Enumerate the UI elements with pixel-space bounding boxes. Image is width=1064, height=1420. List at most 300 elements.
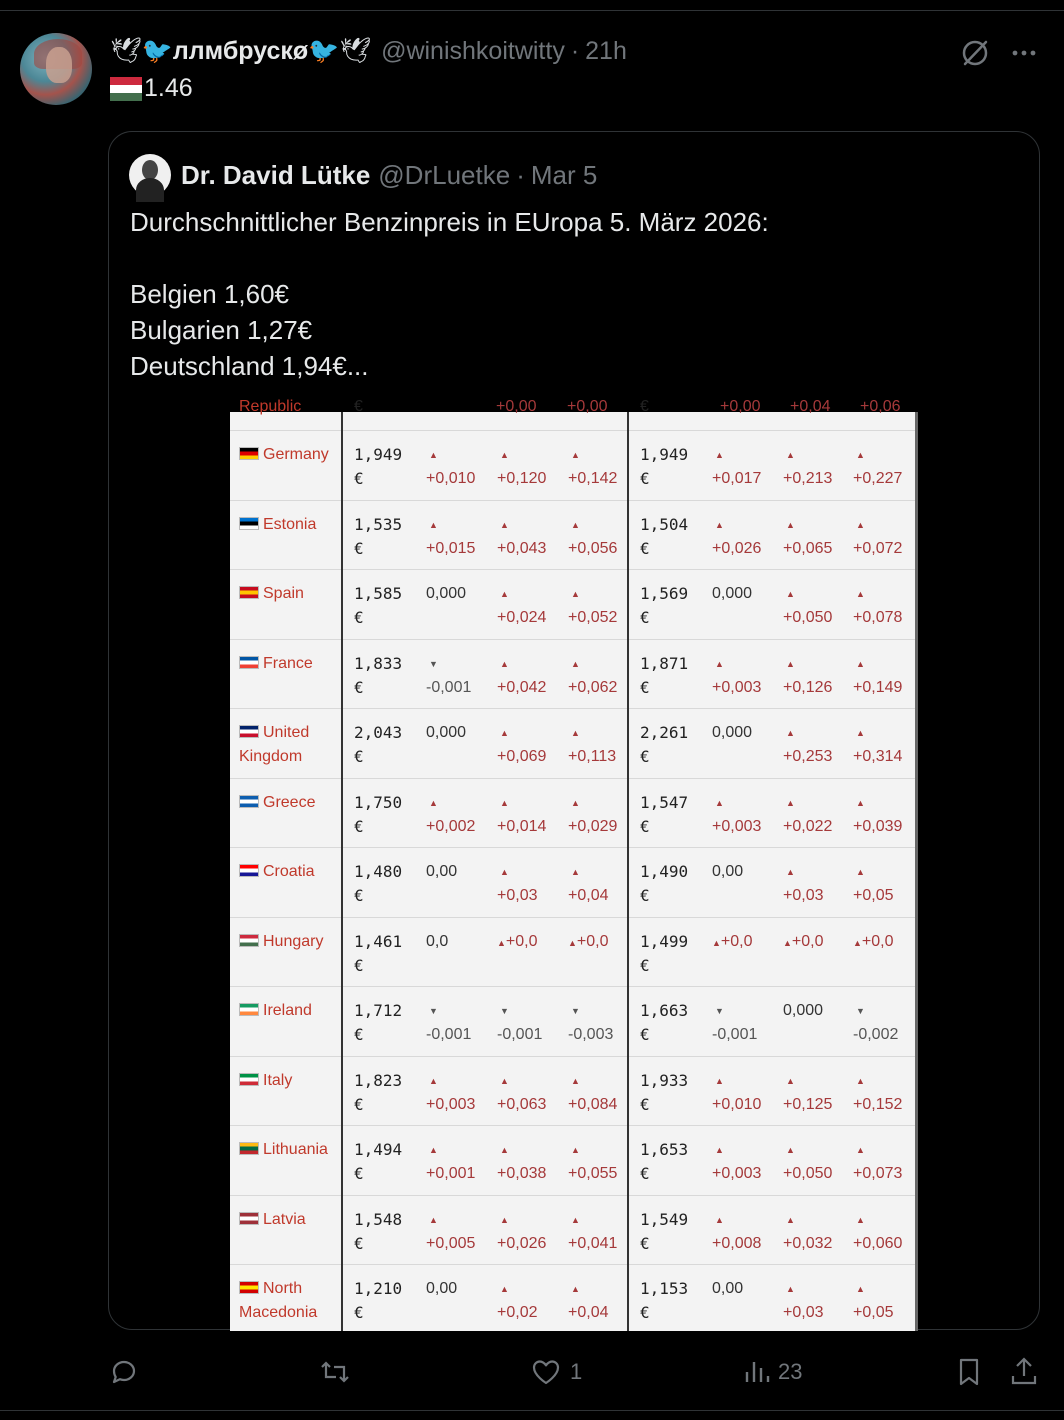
price-number: 1,653: [640, 1140, 689, 1159]
share-icon: [1008, 1356, 1040, 1388]
change-cell: [712, 1138, 784, 1186]
change-value: -0,001: [497, 1026, 543, 1043]
change-cell: [712, 721, 784, 745]
price-currency: €: [354, 747, 364, 766]
price-value: [354, 1138, 402, 1186]
change-value: +0,04: [568, 887, 609, 904]
change-value: +0,0: [576, 932, 609, 950]
change-cell: [497, 999, 569, 1047]
tweet-actions: [0, 1350, 1064, 1394]
country-name: [239, 443, 339, 467]
change-cell: [497, 721, 569, 769]
quoted-text-line: Belgien 1,60€: [130, 279, 290, 309]
price-number: 1,494: [354, 1140, 403, 1159]
change-cell: [497, 443, 569, 491]
price-number: 1,712: [354, 1001, 403, 1020]
change-cell: [568, 999, 640, 1047]
up-arrow-icon: ▲: [571, 450, 580, 460]
change-value: +0,060: [853, 1234, 903, 1252]
change-cell: [712, 1069, 784, 1117]
change-cell: [426, 1208, 498, 1256]
up-arrow-icon: ▲: [500, 797, 509, 808]
up-arrow-icon: ▲: [500, 867, 509, 877]
country-flag-icon: [239, 725, 259, 738]
up-arrow-icon: ▲: [856, 867, 865, 877]
heart-icon: [530, 1356, 562, 1388]
table-row: [230, 500, 918, 569]
views-button[interactable]: [742, 1350, 802, 1394]
table-row: [230, 639, 918, 708]
change-value: +0,002: [426, 817, 476, 835]
change-value: +0,05: [853, 887, 894, 904]
change-value: +0,02: [497, 1304, 538, 1321]
price-number: 1,548: [354, 1209, 403, 1229]
country-flag-icon: [239, 1212, 259, 1225]
country-label: Latvia: [263, 1210, 306, 1228]
price-value: [640, 1138, 688, 1186]
country-name: [239, 930, 339, 954]
change-cell: [426, 1277, 498, 1301]
change-value: +0,113: [568, 748, 617, 765]
up-arrow-icon: ▲: [500, 1284, 509, 1294]
price-value: [354, 999, 402, 1047]
price-number: 1,549: [640, 1209, 689, 1229]
display-name[interactable]: ллмбрускø: [172, 36, 309, 65]
dove-icon: 🕊: [339, 36, 372, 65]
change-value: +0,126: [783, 678, 833, 696]
country-name: [239, 791, 339, 815]
change-value: +0,314: [853, 748, 903, 765]
change-value: +0,142: [568, 470, 618, 487]
table-row: [230, 1056, 918, 1125]
up-arrow-icon: ▲: [856, 1145, 865, 1155]
quoted-text-line: Bulgarien 1,27€: [130, 315, 313, 345]
price-value: [640, 582, 688, 630]
change-cell: [426, 860, 498, 884]
price-currency: €: [354, 816, 364, 836]
change-cell: [712, 513, 784, 561]
change-value: +0,003: [712, 678, 762, 696]
more-options-icon[interactable]: [1008, 36, 1042, 70]
change-value: +0,253: [783, 748, 833, 765]
partial-cell: €: [640, 398, 649, 415]
country-name: [239, 999, 339, 1023]
price-number: 1,547: [640, 792, 689, 812]
country-flag-icon: [239, 586, 259, 599]
price-number: 1,823: [354, 1070, 403, 1090]
analytics-icon: [742, 1356, 772, 1388]
up-arrow-icon: ▲: [500, 1145, 509, 1155]
up-arrow-icon: ▲: [856, 1214, 865, 1225]
change-value: +0,152: [853, 1095, 903, 1113]
up-arrow-icon: ▲: [500, 519, 509, 530]
price-currency: €: [354, 1303, 364, 1322]
change-value: 0,000: [712, 724, 753, 741]
change-cell: [568, 860, 640, 908]
change-value: +0,029: [568, 817, 618, 835]
like-button[interactable]: [530, 1350, 582, 1394]
change-value: +0,024: [497, 609, 547, 626]
up-arrow-icon: ▲: [715, 519, 724, 530]
change-value: +0,04: [568, 1304, 609, 1321]
price-currency: €: [640, 1303, 650, 1322]
up-arrow-icon: ▲: [571, 797, 580, 808]
up-arrow-icon: ▲: [500, 589, 509, 599]
change-cell: [568, 721, 640, 769]
up-arrow-icon: ▲: [786, 589, 795, 599]
quoted-handle[interactable]: @DrLuetke: [378, 159, 511, 190]
dove-icon: 🕊: [110, 36, 142, 65]
bookmark-button[interactable]: [954, 1350, 984, 1394]
change-value: -0,002: [853, 1026, 899, 1043]
price-number: 1,480: [354, 862, 403, 881]
price-value: [354, 791, 402, 839]
price-number: 1,833: [354, 653, 403, 673]
reply-button[interactable]: [108, 1350, 140, 1394]
country-label: Italy: [263, 1071, 293, 1089]
country-flag-icon: [239, 517, 259, 530]
avatar-face: [46, 47, 72, 83]
change-value: +0,055: [568, 1165, 618, 1182]
table-row: [230, 569, 918, 638]
price-value: [354, 1277, 402, 1325]
up-arrow-icon: ▲: [786, 519, 795, 530]
change-value: +0,008: [712, 1234, 762, 1252]
post-text: [110, 74, 193, 103]
table-row: [230, 708, 918, 777]
price-currency: €: [354, 469, 364, 488]
quoted-text-gap: [130, 240, 769, 276]
change-cell: [783, 1138, 855, 1186]
country-name: [239, 1277, 339, 1325]
change-value: +0,063: [497, 1095, 547, 1113]
table-divider: [341, 412, 343, 1331]
country-label: Ireland: [263, 1002, 312, 1019]
price-number: 1,210: [354, 1279, 403, 1298]
change-cell: [783, 999, 855, 1023]
price-value: [640, 860, 688, 908]
up-arrow-icon: ▲: [571, 1075, 580, 1086]
change-value: 0,00: [712, 863, 744, 880]
country-label: Croatia: [263, 863, 315, 880]
price-number: 1,750: [354, 792, 403, 812]
table-row: [230, 847, 918, 916]
repost-button[interactable]: [318, 1350, 352, 1394]
country-label: Estonia: [263, 515, 317, 533]
change-value: +0,043: [497, 539, 547, 557]
up-arrow-icon: ▲: [786, 728, 795, 738]
change-cell: [568, 513, 640, 561]
price-currency: €: [640, 538, 650, 558]
country-flag-icon: [239, 864, 259, 877]
price-number: 1,535: [354, 514, 403, 534]
up-arrow-icon: ▲: [856, 589, 865, 599]
price-currency: €: [354, 1025, 364, 1044]
up-arrow-icon: ▲: [429, 797, 438, 808]
price-number: 1,490: [640, 862, 689, 881]
top-divider: [0, 10, 1064, 11]
price-value: [640, 1208, 688, 1256]
change-cell: [497, 1069, 569, 1117]
up-arrow-icon: ▲: [568, 937, 577, 948]
price-value: [354, 443, 402, 491]
change-value: +0,022: [783, 817, 833, 835]
up-arrow-icon: ▲: [856, 658, 865, 669]
change-cell: [426, 582, 498, 606]
partial-country: Republic: [239, 398, 302, 415]
up-arrow-icon: ▲: [853, 937, 862, 948]
price-number: 1,153: [640, 1279, 689, 1298]
quoted-text: [130, 204, 769, 384]
change-value: -0,001: [426, 678, 472, 696]
change-value: +0,056: [568, 539, 618, 557]
up-arrow-icon: ▲: [429, 1214, 438, 1225]
repost-icon: [318, 1356, 352, 1388]
like-count: 1: [570, 1359, 583, 1384]
change-value: +0,03: [497, 887, 538, 904]
change-value: +0,032: [783, 1234, 833, 1252]
down-arrow-icon: ▼: [715, 1006, 724, 1016]
country-name: [239, 513, 339, 537]
price-number: 1,949: [640, 445, 689, 464]
change-cell: [426, 999, 498, 1047]
table-row: [230, 778, 918, 847]
change-cell: [712, 443, 784, 491]
bookmark-icon: [954, 1356, 984, 1388]
price-value: [354, 582, 402, 630]
change-value: +0,039: [853, 817, 903, 835]
up-arrow-icon: ▲: [429, 1075, 438, 1086]
change-cell: [426, 652, 498, 700]
up-arrow-icon: ▲: [571, 589, 580, 599]
change-value: 0,000: [426, 724, 467, 741]
price-value: [354, 1208, 402, 1256]
quoted-text-line: Deutschland 1,94€...: [130, 351, 369, 381]
up-arrow-icon: ▲: [497, 937, 506, 948]
price-currency: €: [640, 1164, 650, 1183]
quoted-avatar[interactable]: [129, 154, 171, 196]
partial-cell: €: [354, 398, 363, 415]
avatar[interactable]: [20, 33, 92, 105]
change-value: +0,003: [426, 1095, 476, 1113]
down-arrow-icon: ▼: [429, 658, 438, 669]
price-number: 1,663: [640, 1001, 689, 1020]
grok-icon[interactable]: [958, 36, 992, 70]
price-currency: €: [354, 608, 364, 627]
user-handle[interactable]: @winishkoitwitty: [381, 36, 565, 65]
price-value: [640, 443, 688, 491]
change-cell: [568, 652, 640, 700]
change-value: +0,042: [497, 678, 547, 696]
up-arrow-icon: ▲: [571, 1214, 580, 1225]
change-value: -0,001: [712, 1026, 758, 1043]
change-cell: [783, 1208, 855, 1256]
change-value: +0,052: [568, 609, 618, 626]
table-divider: [915, 412, 918, 1331]
price-value: [640, 1069, 688, 1117]
price-currency: €: [354, 1164, 364, 1183]
change-value: +0,003: [712, 817, 762, 835]
change-value: +0,038: [497, 1165, 547, 1182]
country-name: [239, 582, 339, 606]
country-flag-icon: [239, 934, 259, 947]
change-value: +0,084: [568, 1095, 618, 1113]
price-value: [354, 930, 402, 978]
up-arrow-icon: ▲: [786, 658, 795, 669]
change-cell: [712, 652, 784, 700]
fuel-price-table-image[interactable]: [230, 398, 918, 1331]
price-value: [640, 652, 688, 700]
price-currency: €: [354, 886, 364, 905]
table-divider: [627, 412, 629, 1331]
price-number: 1,949: [354, 445, 403, 464]
up-arrow-icon: ▲: [571, 728, 580, 738]
change-cell: [568, 1138, 640, 1186]
quoted-tweet[interactable]: [108, 131, 1040, 1330]
change-value: +0,003: [712, 1165, 762, 1182]
price-currency: €: [640, 955, 650, 975]
table-row: [230, 1264, 918, 1333]
change-value: +0,010: [426, 470, 476, 487]
change-cell: [568, 1277, 640, 1325]
change-cell: [712, 860, 784, 884]
hungary-flag-icon: [110, 77, 142, 101]
country-name: [239, 1208, 339, 1232]
change-value: +0,125: [783, 1095, 833, 1113]
change-value: +0,069: [497, 748, 547, 765]
change-value: +0,050: [783, 1165, 833, 1182]
partial-cell: +0,00: [496, 398, 537, 415]
price-number: 1,569: [640, 584, 689, 603]
change-value: 0,00: [712, 1280, 744, 1297]
table-partial-row: [230, 398, 918, 430]
up-arrow-icon: ▲: [786, 450, 795, 460]
price-currency: €: [640, 816, 650, 836]
change-cell: [568, 443, 640, 491]
change-value: +0,0: [861, 932, 894, 950]
down-arrow-icon: ▼: [571, 1006, 580, 1016]
change-value: +0,072: [853, 539, 903, 557]
country-name: [239, 1138, 339, 1162]
price-value: [640, 999, 688, 1047]
price-currency: €: [640, 677, 650, 697]
price-currency: €: [354, 538, 364, 558]
change-cell: [426, 721, 498, 745]
price-value: [640, 513, 688, 561]
change-cell: [497, 1277, 569, 1325]
partial-cell: +0,06: [860, 398, 901, 415]
change-cell: [712, 999, 784, 1047]
quoted-time[interactable]: Mar 5: [530, 159, 598, 190]
country-flag-icon: [239, 1003, 259, 1016]
price-number: 1,871: [640, 653, 689, 673]
change-cell: [497, 930, 569, 955]
price-value: [640, 721, 688, 769]
change-cell: [497, 1208, 569, 1256]
price-value: [640, 1277, 688, 1325]
price-value: [354, 513, 402, 561]
change-cell: [568, 1208, 640, 1256]
change-value: 0,000: [783, 1002, 824, 1019]
up-arrow-icon: ▲: [500, 728, 509, 738]
up-arrow-icon: ▲: [715, 797, 724, 808]
table-row: [230, 986, 918, 1055]
up-arrow-icon: ▲: [786, 1284, 795, 1294]
change-cell: [568, 1069, 640, 1117]
change-cell: [426, 1138, 498, 1186]
change-value: +0,014: [497, 817, 547, 835]
view-count: 23: [778, 1359, 803, 1384]
change-cell: [568, 791, 640, 839]
country-label: Hungary: [263, 932, 324, 950]
share-button[interactable]: [1008, 1350, 1040, 1394]
down-arrow-icon: ▼: [856, 1006, 865, 1016]
bird-icon: 🐦: [141, 36, 173, 65]
reply-icon: [108, 1356, 140, 1388]
change-value: +0,026: [497, 1234, 547, 1252]
change-value: +0,026: [712, 539, 762, 557]
change-cell: [497, 860, 569, 908]
country-label: Lithuania: [263, 1141, 328, 1158]
price-currency: €: [640, 747, 650, 766]
change-cell: [783, 860, 855, 908]
change-value: +0,010: [712, 1095, 762, 1113]
change-value: +0,001: [426, 1165, 476, 1182]
change-cell: [712, 930, 784, 955]
change-value: +0,0: [720, 932, 753, 950]
change-value: +0,0: [791, 932, 824, 950]
table-row: [230, 917, 918, 986]
up-arrow-icon: ▲: [715, 450, 724, 460]
change-value: +0,015: [426, 539, 476, 557]
price-currency: €: [640, 886, 650, 905]
down-arrow-icon: ▼: [429, 1006, 438, 1016]
up-arrow-icon: ▲: [786, 867, 795, 877]
price-currency: €: [354, 955, 364, 975]
down-arrow-icon: ▼: [500, 1006, 509, 1016]
change-value: 0,0: [426, 932, 449, 950]
up-arrow-icon: ▲: [786, 1214, 795, 1225]
change-value: 0,00: [426, 863, 458, 880]
up-arrow-icon: ▲: [571, 658, 580, 669]
quoted-text-line: Durchschnittlicher Benzinpreis in EUropa 5. März 2026:: [130, 207, 769, 237]
change-value: +0,149: [853, 678, 903, 696]
change-cell: [783, 721, 855, 769]
up-arrow-icon: ▲: [786, 1145, 795, 1155]
change-cell: [497, 513, 569, 561]
change-value: 0,000: [712, 585, 753, 602]
change-cell: [783, 582, 855, 630]
quoted-display-name[interactable]: Dr. David Lütke: [181, 159, 371, 190]
up-arrow-icon: ▲: [571, 519, 580, 530]
quoted-header: [129, 154, 597, 196]
change-value: +0,041: [568, 1234, 618, 1252]
change-value: +0,213: [783, 470, 833, 487]
up-arrow-icon: ▲: [856, 797, 865, 808]
change-cell: [783, 1277, 855, 1325]
up-arrow-icon: ▲: [429, 519, 438, 530]
price-currency: €: [640, 608, 650, 627]
change-cell: [783, 513, 855, 561]
price-currency: €: [640, 1233, 650, 1253]
change-cell: [783, 791, 855, 839]
up-arrow-icon: ▲: [571, 1145, 580, 1155]
change-value: +0,017: [712, 470, 762, 487]
change-value: +0,078: [853, 609, 903, 626]
up-arrow-icon: ▲: [715, 1145, 724, 1155]
price-value: [354, 1069, 402, 1117]
post-time[interactable]: 21h: [585, 36, 627, 65]
